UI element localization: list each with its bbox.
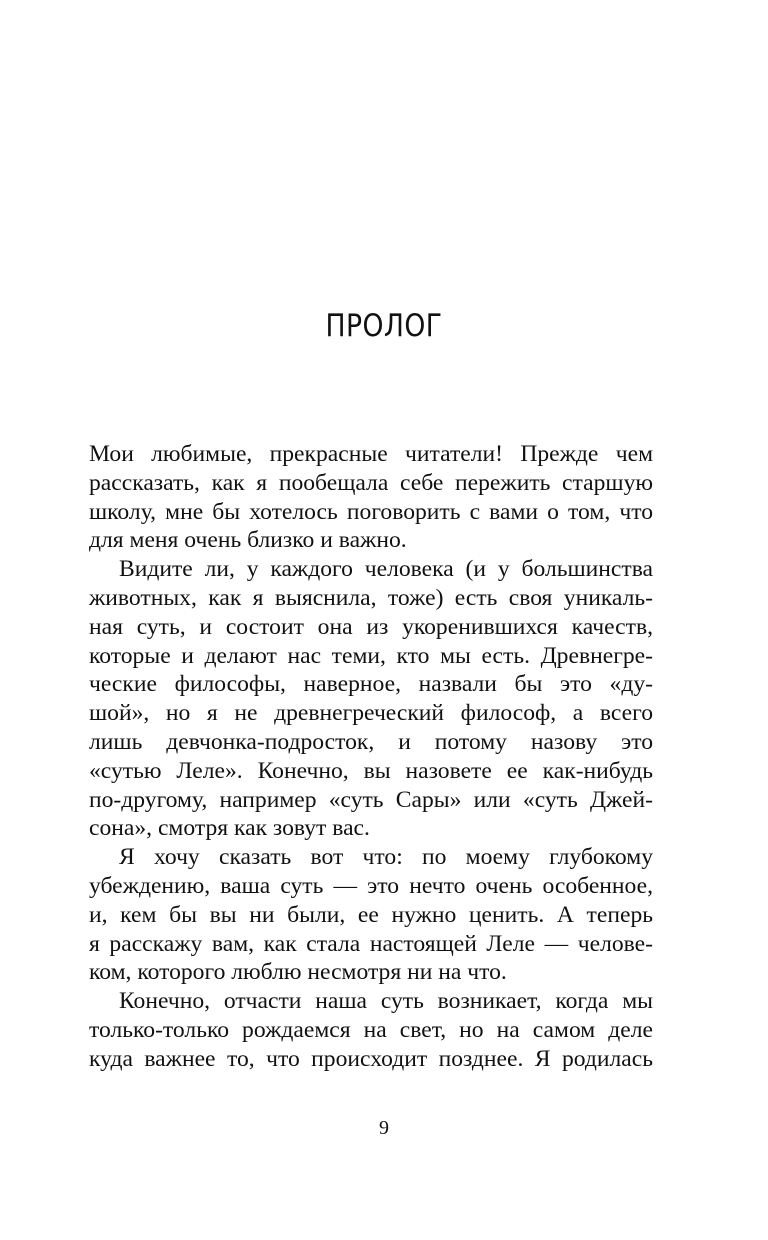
text-line: ком, которого люблю несмотря ни на что. xyxy=(89,959,507,986)
body-text xyxy=(89,440,653,1074)
text-line: для меня очень близко и важно. xyxy=(89,527,407,554)
chapter-title: ПРОЛОГ xyxy=(325,308,443,344)
page-number: 9 xyxy=(379,1117,389,1139)
text-line: школу, мне бы хотелось поговорить с вами о том, что xyxy=(89,498,653,525)
text-line: шой», но я не древнегреческий философ, а всего xyxy=(89,700,653,727)
text-line: животных, как я выяснила, тоже) есть своя уникаль- xyxy=(89,584,653,611)
text-line: Мои любимые, прекрасные читатели! Прежде чем xyxy=(89,441,653,467)
text-line: только-только рождаемся на свет, но на самом деле xyxy=(89,1016,653,1043)
text-line: лишь девчонка-подросток, и потому назову это xyxy=(89,728,653,755)
text-line: «сутью Леле». Конечно, вы назовете ее как-нибудь xyxy=(89,757,653,784)
text-line: Видите ли, у каждого человека (и у большинства xyxy=(119,556,653,583)
text-line: которые и делают нас теми, кто мы есть. Древнегре- xyxy=(89,642,653,669)
text-line: куда важнее то, что происходит позднее. Я родилась xyxy=(89,1045,653,1072)
text-line: рассказать, как я пообещала себе пережить старшую xyxy=(89,469,653,496)
text-line: ческие философы, наверное, назвали бы это «ду- xyxy=(89,671,653,698)
text-line: Я хочу сказать вот что: по моему глубокому xyxy=(119,844,653,871)
text-line: Конечно, отчасти наша суть возникает, когда мы xyxy=(119,988,653,1015)
text-line: сона», смотря как зовут вас. xyxy=(89,815,370,842)
text-line: и, кем бы вы ни были, ее нужно ценить. А теперь xyxy=(89,901,653,928)
text-line: ная суть, и состоит она из укоренившихся качеств, xyxy=(89,613,653,640)
text-line: я расскажу вам, как стала настоящей Леле — челове- xyxy=(89,930,653,957)
text-line: убеждению, ваша суть — это нечто очень особенное, xyxy=(89,872,653,899)
text-line: по-другому, например «суть Сары» или «суть Джей- xyxy=(89,786,653,813)
